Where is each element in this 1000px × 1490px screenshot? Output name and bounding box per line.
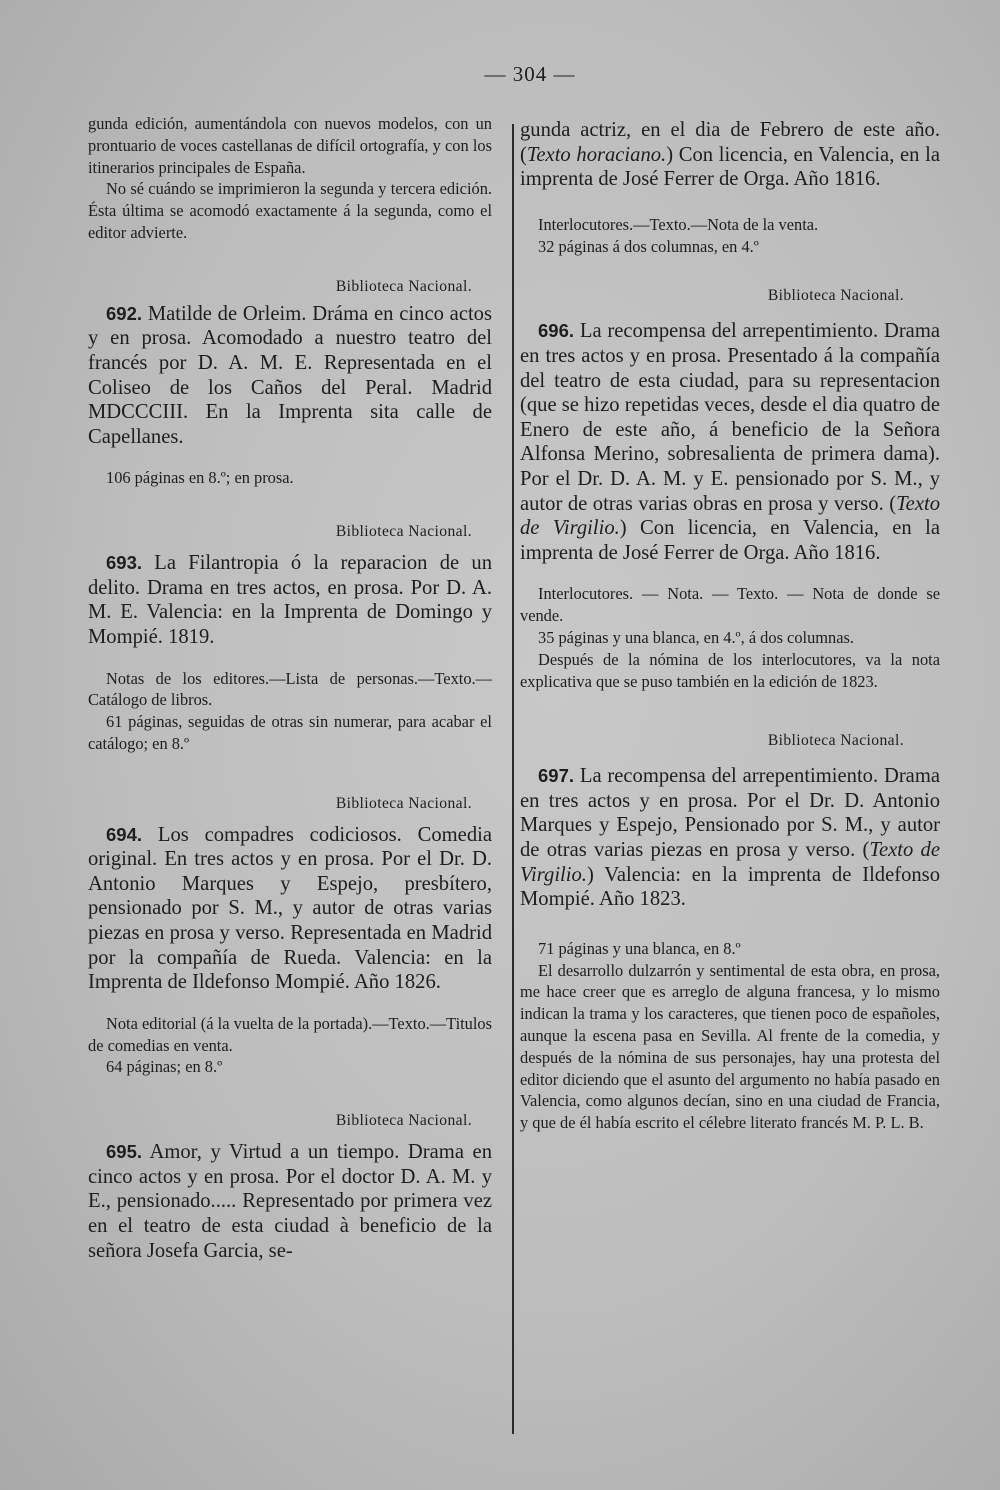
entry-694 [88, 823, 492, 995]
entry-text: Amor, y Virtud a un tiempo. Drama en cinco actos y en prosa. Por el doctor D. A. M. y E., pensionado..... Representado por primera vez en el teatro de esta ciudad à beneficio de la señora Josefa Garcia, se- [88, 1141, 492, 1262]
intro-paragraph: No sé cuándo se imprimieron la segunda y tercera edición. Ésta última se acomodó exactamente á la segunda, como el editor advierte. [88, 179, 492, 242]
library-label: Biblioteca Nacional. [335, 1112, 472, 1130]
entry-note: Después de la nómina de los interlocutores, va la nota explicativa que se puso también en la edición de 1823. [520, 649, 940, 691]
entry-text: La recompensa del arrepentimiento. Drama en tres actos y en prosa. Presentado á la compañía del teatro de esta ciudad, para su representacion (que se hizo repetidas veces, desde el dia quatro de Enero de este año, á beneficio de la Señora Alfonsa Merino, sobresalienta de primera dama). Por el Dr. D. A. M. y E. pensionado por S. M., y autor de otras varias obras en prosa y verso. ( [520, 320, 940, 515]
page-number: — 304 — [484, 62, 576, 86]
entry-text: ) Con licencia, en Valencia, en la imprenta de José Ferrer de Orga. Año 1816. [520, 143, 940, 191]
entry-text: La recompensa del arrepentimiento. Drama en tres actos y en prosa. Por el Dr. D. Antonio Marques y Espejo, Pensionado por S. M., y autor de otras varias piezas en prosa y verso. ( [520, 765, 940, 862]
entry-note: 71 páginas y una blanca, en 8.º [538, 938, 741, 958]
entry-italic-text: Texto horaciano. [526, 143, 667, 166]
entry-number: 692. [106, 302, 143, 324]
entry-696 [520, 319, 940, 565]
entry-note: 32 páginas á dos columnas, en 4.º [538, 236, 759, 256]
left-column [88, 113, 492, 1263]
entry-note: 61 páginas, seguidas de otras sin numerar, para acabar el catálogo; en 8.º [88, 712, 492, 753]
entry-number: 695. [106, 1141, 143, 1163]
entry-note: 64 páginas; en 8.º [106, 1057, 223, 1077]
library-label: Biblioteca Nacional. [335, 277, 472, 295]
entry-commentary: El desarrollo dulzarrón y sentimental de esta obra, en prosa, me hace creer que es arreglo de alguna francesa, y lo mismo indican la trama y los caracteres, que tienen poco de españoles, aunque la escena pasa en Sevilla. Al frente de la comedia, y después de la nómina de sus personajes, hay una protesta del editor diciendo que el asunto del argumento no había pasado en Valencia, como algunos decían, sino en una ciudad de Francia, y que de él había escrito el célebre literato francés M. P. L. B. [520, 960, 940, 1133]
entry-note: Interlocutores.—Texto.—Nota de la venta. [538, 214, 819, 234]
entry-note: Nota editorial (á la vuelta de la portada).—Texto.—Titulos de comedias en venta. [88, 1013, 492, 1055]
entry-note: Notas de los editores.—Lista de personas.—Texto.—Catálogo de libros. [88, 668, 492, 710]
entry-text: gunda actriz, en el dia de Febrero de este año. ( [520, 119, 940, 166]
entry-text: ) Valencia: en la imprenta de Ildefonso Mompié. Año 1823. [520, 863, 940, 911]
right-column [520, 118, 940, 1134]
library-label: Biblioteca Nacional. [335, 523, 472, 541]
library-label: Biblioteca Nacional. [767, 287, 904, 305]
entry-697 [520, 764, 940, 912]
entry-693 [88, 551, 492, 649]
entry-number: 696. [538, 320, 575, 342]
entry-text: Los compadres codiciosos. Comedia original. En tres actos y en prosa. Por el Dr. D. Antonio Marques y Espejo, presbítero, pensionado por S. M., y autor de otras varias piezas en prosa y verso. Representada en Madrid por la compañía de Rueda. Valencia: en la Imprenta de Ildefonso Mompié. Año 1826. [88, 823, 492, 994]
entry-text: La Filantropia ó la reparacion de un delito. Drama en tres actos, en prosa. Por D. A. M. E. Valencia: en la Imprenta de Domingo y Mompié. 1819. [88, 552, 492, 648]
entry-note: 35 páginas y una blanca, en 4.º, á dos columnas. [538, 627, 854, 647]
entry-text: ) Con licencia, en Valencia, en la imprenta de José Ferrer de Orga. Año 1816. [520, 517, 941, 564]
entry-number: 697. [538, 765, 575, 787]
entry-695 [88, 1140, 492, 1263]
entry-note: Interlocutores. — Nota. — Texto. — Nota de donde se vende. [520, 584, 940, 626]
entry-note: 106 páginas en 8.º; en prosa. [106, 468, 294, 488]
column-divider [512, 124, 514, 1434]
entry-text: Matilde de Orleim. Dráma en cinco actos y en prosa. Acomodado a nuestro teatro del francés por D. A. M. E. Representada en el Coliseo de los Caños del Peral. Madrid MDCCCIII. En la Imprenta sita calle de Capellanes. [88, 302, 492, 448]
entry-number: 693. [106, 552, 143, 574]
entry-695-continuation [520, 118, 940, 192]
library-label: Biblioteca Nacional. [335, 794, 472, 812]
entry-number: 694. [106, 823, 143, 845]
entry-italic-text: Texto de Virgilio. [520, 492, 940, 540]
intro-paragraph: gunda edición, aumentándola con nuevos modelos, con un prontuario de voces castellanas de difícil ortografía, y con los itinerarios principales de España. [88, 114, 492, 177]
library-label: Biblioteca Nacional. [767, 732, 904, 750]
entry-italic-text: Texto de Virgilio. [520, 839, 940, 886]
entry-692 [88, 302, 492, 450]
